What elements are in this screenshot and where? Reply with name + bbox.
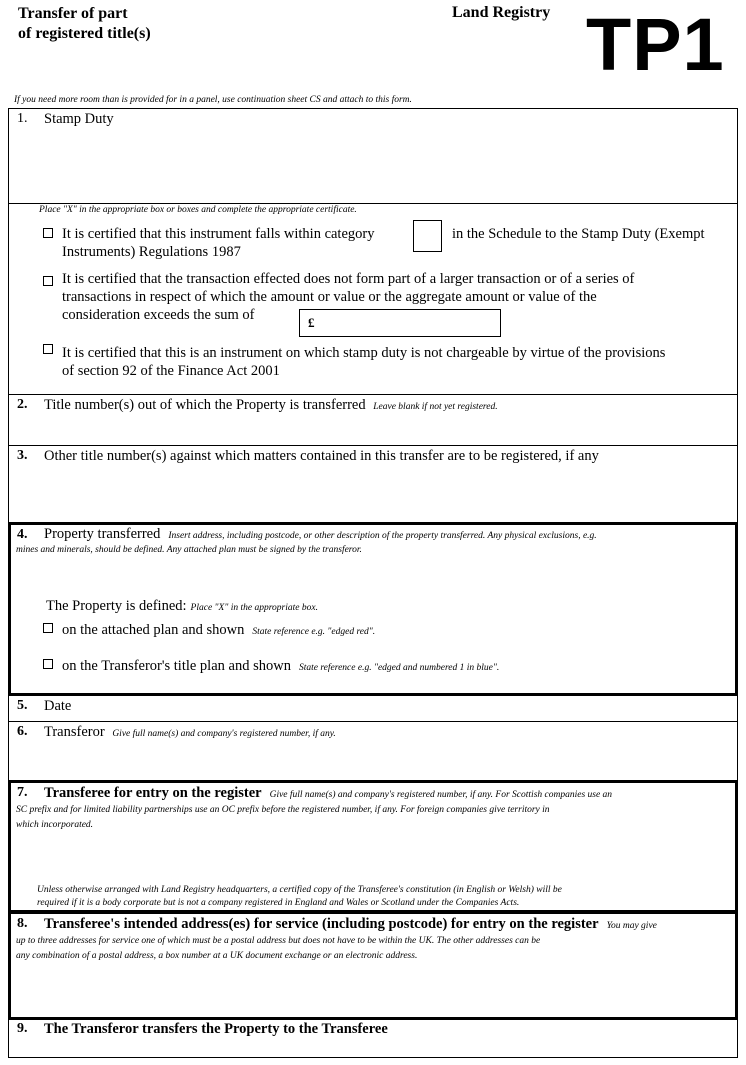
title-plan-label: on the Transferor's title plan and shown [62,658,291,674]
panel-3-other-title-numbers[interactable] [8,445,738,523]
form-title-line2: of registered title(s) [18,25,151,42]
panel-number: 4. [17,527,28,542]
panel-note-line3: which incorporated. [16,820,94,830]
cert3-text [62,344,732,380]
panel-note: Give full name(s) and company's registered number, if any. [112,729,336,739]
panel-number: 6. [17,724,28,739]
panel-number: 8. [17,916,28,931]
panel-number: 1. [17,111,28,126]
certificate-instruction: Place "X" in the appropriate box or boxes and complete the appropriate certificate. [39,205,357,215]
property-defined [46,597,318,615]
panel-1-stamp-duty[interactable] [8,108,738,204]
panel-number: 5. [17,698,28,713]
panel-4-property-transferred[interactable] [8,522,738,696]
cert2-line3: consideration exceeds the sum of [62,307,255,323]
attached-plan-checkbox[interactable] [43,623,53,633]
title-plan-option [62,657,499,675]
panel-title-text: Property transferred [44,526,161,542]
continuation-note: If you need more room than is provided for in a panel, use continuation sheet CS and attach to this form. [14,95,412,105]
panel-title [44,397,498,414]
property-defined-note: Place "X" in the appropriate box. [190,603,318,613]
panel-title-text: Title number(s) out of which the Property is transferred [44,397,366,413]
panel-number: 9. [17,1021,28,1036]
panel-title: Other title number(s) against which matters contained in this transfer are to be registered, if any [44,448,599,464]
panel-1-certificates [8,203,738,395]
panel-6-transferor[interactable] [8,721,738,781]
cert2-checkbox[interactable] [43,276,53,286]
consideration-amount-input[interactable] [299,309,501,337]
panel-title-text: Transferee for entry on the register [44,785,262,801]
panel-5-date[interactable] [8,695,738,722]
panel-note-line1: Give full name(s) and company's registered number, if any. For Scottish companies use an [269,790,613,800]
cert2-line2: transactions in respect of which the amount or value or the aggregate amount or value of the [62,289,597,305]
title-plan-checkbox[interactable] [43,659,53,669]
attached-plan-label: on the attached plan and shown [62,622,245,638]
cert1-text-line2: Instruments) Regulations 1987 [62,244,241,260]
panel-note-line3: any combination of a postal address, a box number at a UK document exchange or an electronic address. [16,951,418,961]
cert1-checkbox[interactable] [43,228,53,238]
panel-note-line2: SC prefix and for limited liability partnerships use an OC prefix before the registered number, if any. For foreign companies give territory in [16,805,550,815]
cert1-text-post: in the Schedule to the Stamp Duty (Exempt [452,226,705,242]
panel-note-line2: mines and minerals, should be defined. Any attached plan must be signed by the transferor. [16,545,362,555]
panel-note-line2: up to three addresses for service one of which must be a postal address but does not have to be within the UK. The other addresses can be [16,936,541,946]
form-code: TP1 [586,3,725,86]
cert3-line2: of section 92 of the Finance Act 2001 [62,363,280,379]
title-plan-note: State reference e.g. "edged and numbered 1 in blue". [298,663,500,673]
panel-note-line1: Insert address, including postcode, or other description of the property transferred. Any physical exclusions, e.g. [168,531,597,541]
constitution-note-line2: required if it is a body corporate but is not a company registered in England and Wales or Scotland under the Companies Acts. [37,898,520,908]
cert3-line1: It is certified that this is an instrument on which stamp duty is not chargeable by virtue of the provisions [62,345,666,361]
category-input[interactable] [413,220,442,252]
panel-note: Leave blank if not yet registered. [373,402,498,412]
panel-number: 2. [17,397,28,412]
attached-plan-note: State reference e.g. "edged red". [252,627,376,637]
constitution-note-line1: Unless otherwise arranged with Land Registry headquarters, a certified copy of the Transferee's constitution (in English or Welsh) will be [37,885,562,895]
form-title-line1: Transfer of part [18,5,128,22]
panel-title: Date [44,698,72,714]
panel-7-transferee[interactable] [8,780,738,913]
panel-number: 7. [17,785,28,800]
cert1-text-pre: It is certified that this instrument falls within category [62,226,375,242]
panel-title-text: Transferor [44,724,105,740]
panel-note-line1: You may give [606,921,657,931]
panel-number: 3. [17,448,28,463]
panel-8-address-for-service[interactable] [8,911,738,1020]
registry-name: Land Registry [452,4,551,21]
panel-title [16,525,734,557]
property-defined-label: The Property is defined: [46,598,187,614]
panel-title: Stamp Duty [44,111,114,127]
panel-9-transfer-statement[interactable] [8,1018,738,1058]
panel-title [44,724,336,741]
cert2-line1: It is certified that the transaction effected does not form part of a larger transaction or of a series of [62,271,635,287]
pound-sign: £ [308,315,315,330]
panel-title [16,915,734,964]
cert1-text [62,225,732,261]
panel-2-title-numbers[interactable] [8,394,738,446]
constitution-note [37,884,737,910]
panel-title [16,784,734,833]
panel-title-text: Transferee's intended address(es) for service (including postcode) for entry on the register [44,916,599,932]
panel-title: The Transferor transfers the Property to the Transferee [44,1021,388,1037]
cert3-checkbox[interactable] [43,344,53,354]
attached-plan-option [62,621,375,639]
form-title [18,4,151,44]
